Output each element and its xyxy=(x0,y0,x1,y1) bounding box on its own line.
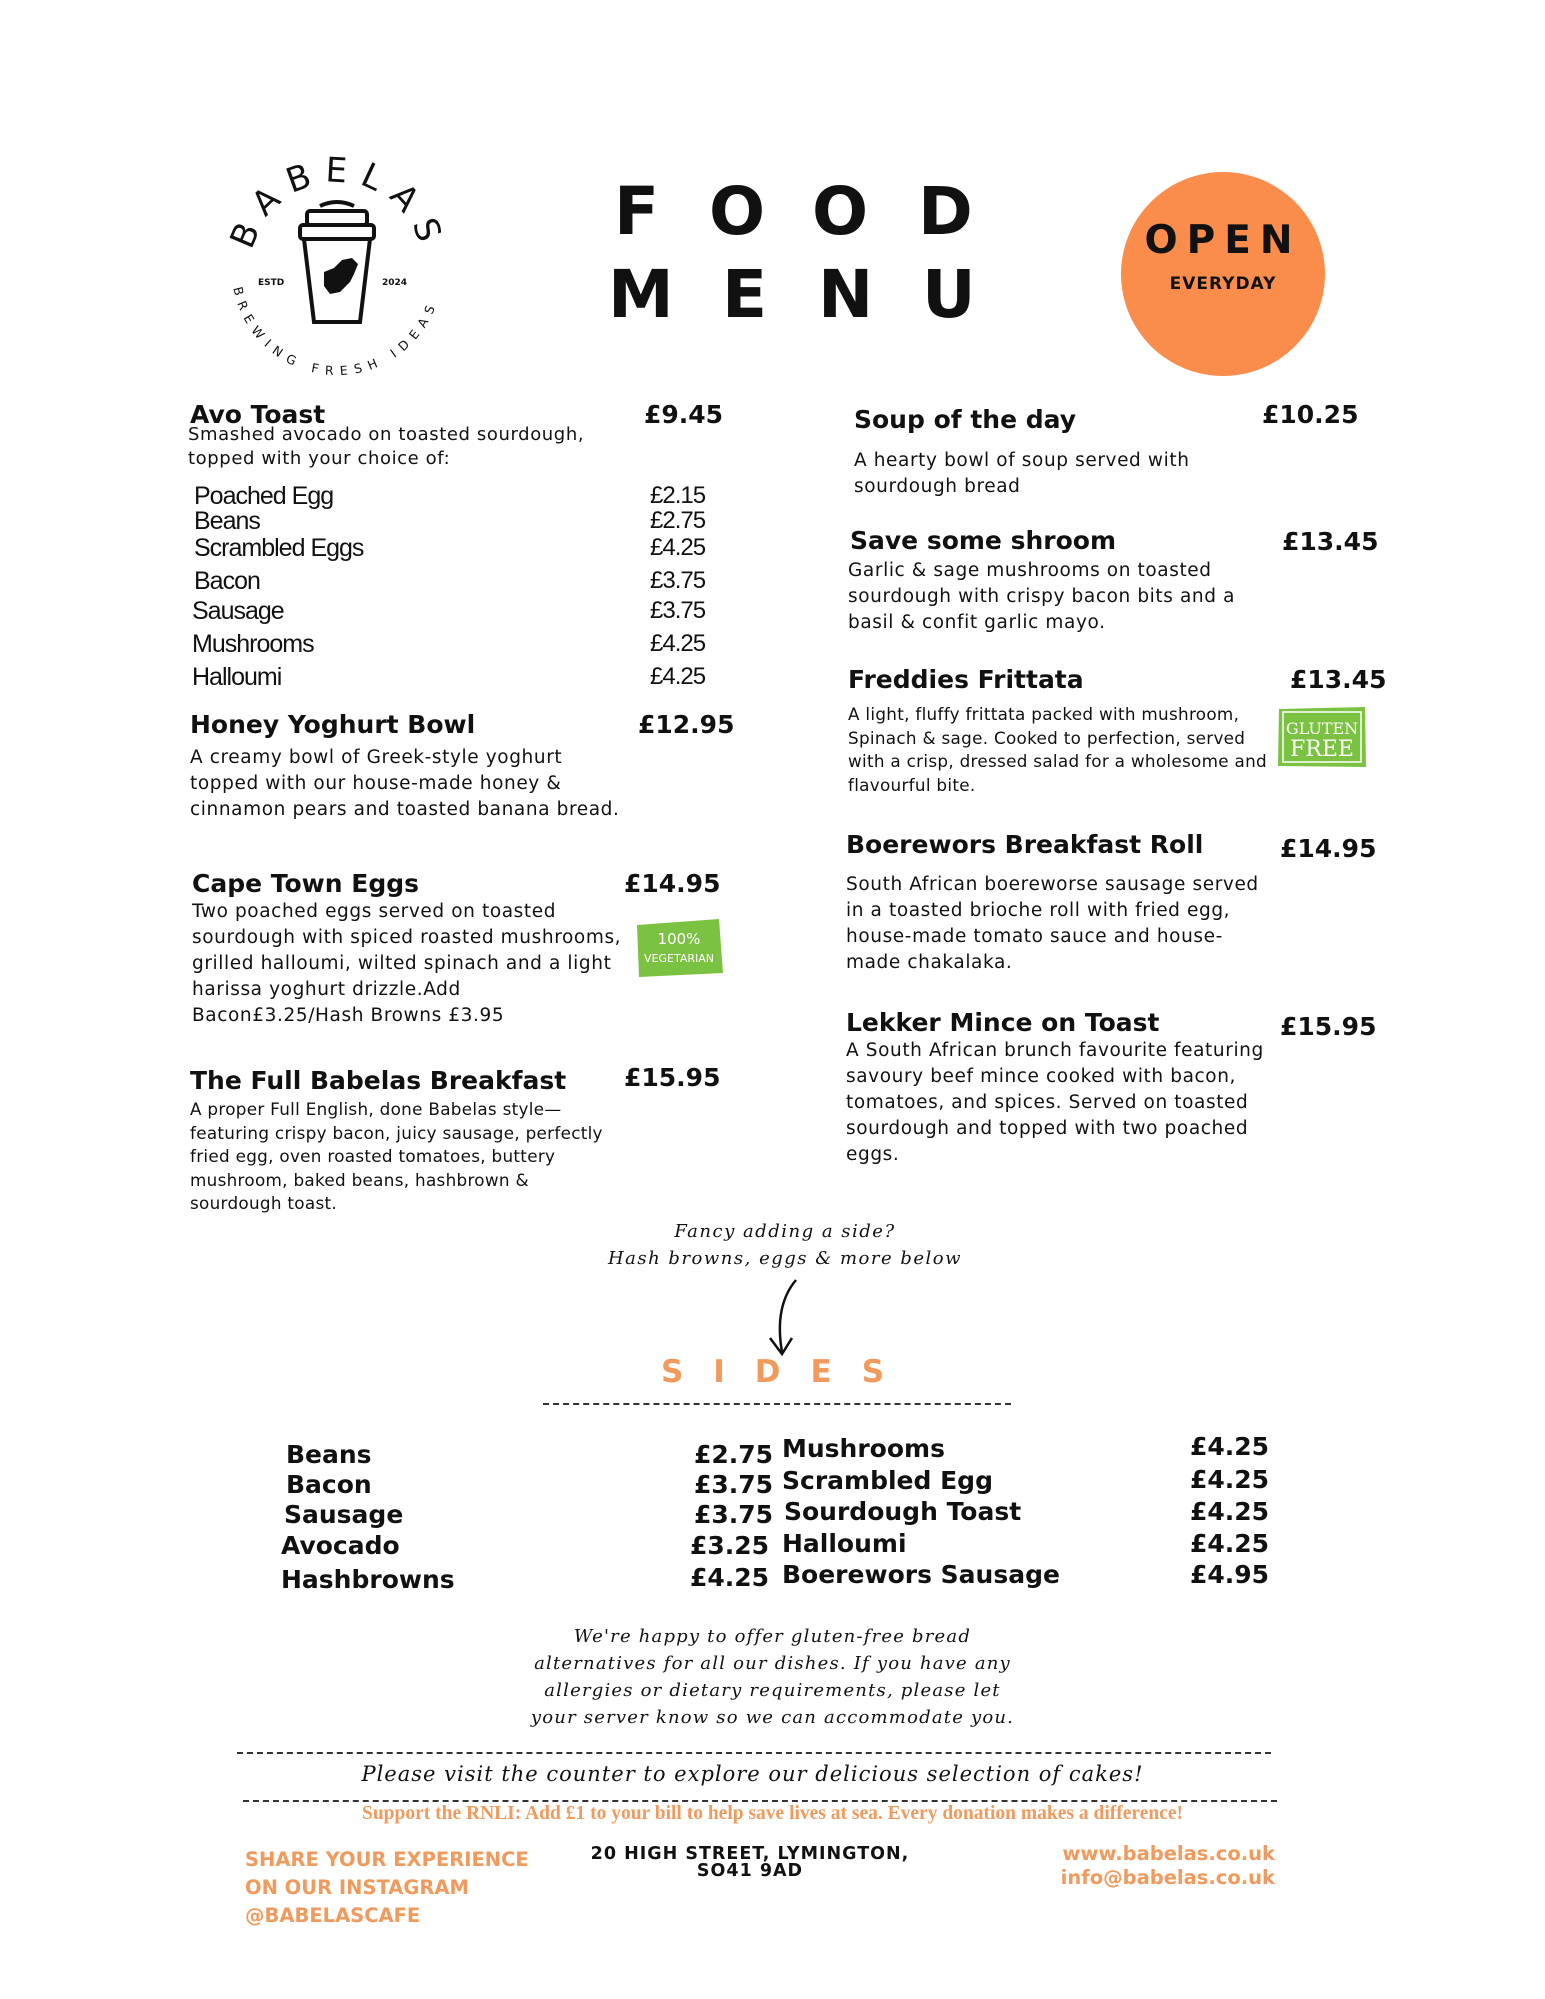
side-name: Avocado xyxy=(281,1531,400,1560)
side-price: £3.25 xyxy=(690,1531,770,1560)
side-price: £4.25 xyxy=(690,1563,770,1592)
cape-town-eggs-price: £14.95 xyxy=(624,869,721,898)
address-line: 20 HIGH STREET, LYMINGTON, xyxy=(590,1844,910,1864)
frittata-name: Freddies Frittata xyxy=(848,665,1084,694)
down-arrow-icon xyxy=(760,1276,810,1360)
title-letter: U xyxy=(922,256,976,333)
svg-text:BREWING FRESH IDEAS: BREWING FRESH IDEAS xyxy=(230,285,441,379)
title-letter: N xyxy=(818,256,874,333)
avo-toast-description: Smashed avocado on toasted sourdough, topped with your choice of: xyxy=(188,424,585,469)
svg-text:BABELAS: BABELAS xyxy=(222,150,453,258)
side-price: £4.25 xyxy=(1190,1497,1270,1526)
rnli-donation-note: Support the RNLI: Add £1 to your bill to help save lives at sea. Every donation makes a difference! xyxy=(361,1803,1183,1824)
gluten-note-line: alternatives for all our dishes. If you have any xyxy=(534,1653,1011,1674)
cape-town-eggs-name: Cape Town Eggs xyxy=(192,869,420,898)
avo-option-price: £3.75 xyxy=(650,597,706,624)
side-name: Hashbrowns xyxy=(281,1565,455,1594)
soup-price: £10.25 xyxy=(1262,400,1359,429)
boerewors-roll-description: South African boereworse sausage served in a toasted brioche roll with fried egg, house-made tomato sauce and house-made chakalaka. xyxy=(846,874,1259,973)
title-letter: F xyxy=(614,173,660,250)
side-name: Sourdough Toast xyxy=(784,1497,1022,1526)
boerewors-roll-price: £14.95 xyxy=(1280,834,1377,863)
svg-text:100%: 100% xyxy=(657,930,701,948)
svg-text:VEGETARIAN: VEGETARIAN xyxy=(644,952,714,965)
avo-option-price: £4.25 xyxy=(650,663,706,690)
side-note-line: Hash browns, eggs & more below xyxy=(607,1248,963,1269)
honey-bowl-name: Honey Yoghurt Bowl xyxy=(190,710,476,739)
avo-option-name: Bacon xyxy=(194,567,260,595)
shroom-description: Garlic & sage mushrooms on toasted sourdough with crispy bacon bits and a basil & confit garlic mayo. xyxy=(848,560,1236,633)
frittata-price: £13.45 xyxy=(1290,665,1387,694)
side-name: Beans xyxy=(286,1440,372,1469)
cakes-note: Please visit the counter to explore our delicious selection of cakes! xyxy=(361,1762,1144,1786)
mince-name: Lekker Mince on Toast xyxy=(846,1008,1160,1037)
svg-text:GLUTEN: GLUTEN xyxy=(1285,719,1359,738)
avo-toast-price: £9.45 xyxy=(644,400,724,429)
boerewors-roll-name: Boerewors Breakfast Roll xyxy=(846,830,1204,859)
side-price: £4.25 xyxy=(1190,1529,1270,1558)
avo-option-name: Halloumi xyxy=(192,663,282,691)
avo-option-price: £2.75 xyxy=(650,507,706,534)
instagram-callout xyxy=(245,1846,529,1930)
side-price: £2.75 xyxy=(694,1440,774,1469)
contact-links xyxy=(1000,1842,1275,1890)
gluten-free-badge xyxy=(1276,705,1368,769)
gluten-note-line: We're happy to offer gluten-free bread xyxy=(573,1626,972,1647)
side-name: Mushrooms xyxy=(782,1434,945,1463)
title-letter: D xyxy=(918,173,973,250)
sides-title: SIDES xyxy=(660,1354,915,1390)
svg-text:FREE: FREE xyxy=(1290,737,1354,762)
side-price: £4.25 xyxy=(1190,1432,1270,1461)
open-everyday-badge xyxy=(1121,172,1325,376)
avo-option-price: £4.25 xyxy=(650,630,706,657)
honey-bowl-price: £12.95 xyxy=(638,710,735,739)
title-letter: M xyxy=(608,256,674,333)
address-line: SO41 9AD xyxy=(696,1861,804,1881)
full-breakfast-name: The Full Babelas Breakfast xyxy=(190,1066,567,1095)
avo-toast-name: Avo Toast xyxy=(190,400,326,429)
side-name: Sausage xyxy=(284,1500,404,1529)
everyday-label: EVERYDAY xyxy=(1169,274,1277,294)
soup-name: Soup of the day xyxy=(854,405,1077,434)
full-breakfast-description: A proper Full English, done Babelas style—featuring crispy bacon, juicy sausage, perfectly fried egg, oven roasted tomatoes, buttery mushroom, baked beans, hashbrown & sourdough toast. xyxy=(190,1099,603,1213)
side-price: £4.95 xyxy=(1190,1560,1270,1589)
svg-text:2024: 2024 xyxy=(382,278,408,288)
side-price: £3.75 xyxy=(694,1470,774,1499)
side-name: Bacon xyxy=(286,1470,372,1499)
avo-option-name: Poached Egg xyxy=(194,482,334,510)
shroom-name: Save some shroom xyxy=(850,526,1117,555)
title-letter: E xyxy=(722,256,768,333)
avo-option-name: Sausage xyxy=(192,597,284,625)
frittata-description: A light, fluffy frittata packed with mushroom, Spinach & sage. Cooked to perfection, served with a crisp, dressed salad for a wholesome and flavourful bite. xyxy=(848,704,1267,795)
svg-text:ESTD: ESTD xyxy=(258,278,285,288)
cape-town-eggs-description: Two poached eggs served on toasted sourdough with spiced roasted mushrooms, grilled halloumi, wilted spinach and a light harissa yoghurt drizzle.Add Bacon£3.25/Hash Browns £3.95 xyxy=(192,901,622,1026)
gluten-note-line: your server know so we can accommodate you. xyxy=(530,1707,1015,1728)
avo-option-name: Scrambled Eggs xyxy=(194,534,364,562)
honey-bowl-description: A creamy bowl of Greek-style yoghurt topped with our house-made honey & cinnamon pears and toasted banana bread. xyxy=(190,747,620,820)
avo-option-name: Beans xyxy=(194,507,260,535)
instagram-handle[interactable]: @BABELASCAFE xyxy=(245,1904,421,1927)
side-note xyxy=(560,1218,1010,1272)
gluten-note-line: allergies or dietary requirements, please let xyxy=(544,1680,1001,1701)
avo-option-name: Mushrooms xyxy=(192,630,314,658)
shroom-price: £13.45 xyxy=(1282,527,1379,556)
soup-description: A hearty bowl of soup served with sourdough bread xyxy=(854,450,1190,497)
full-breakfast-price: £15.95 xyxy=(624,1063,721,1092)
mince-description: A South African brunch favourite featuring savoury beef mince cooked with bacon, tomatoes, and spices. Served on toasted sourdough and topped with two poached eggs. xyxy=(846,1040,1264,1165)
side-name: Boerewors Sausage xyxy=(782,1560,1060,1589)
instagram-line: ON OUR INSTAGRAM xyxy=(245,1876,469,1899)
avo-option-price: £3.75 xyxy=(650,567,706,594)
website-link[interactable]: www.babelas.co.uk xyxy=(1062,1842,1275,1865)
gluten-free-note xyxy=(500,1623,1045,1731)
vegetarian-badge xyxy=(633,917,725,979)
avo-option-price: £2.15 xyxy=(650,482,706,509)
side-note-line: Fancy adding a side? xyxy=(674,1221,896,1242)
open-label: OPEN xyxy=(1144,218,1302,263)
email-link[interactable]: info@babelas.co.uk xyxy=(1060,1866,1275,1889)
cakes-top-divider xyxy=(237,1752,1271,1754)
side-price: £4.25 xyxy=(1190,1465,1270,1494)
title-letter: O xyxy=(709,173,766,250)
instagram-line: SHARE YOUR EXPERIENCE xyxy=(245,1848,529,1871)
cakes-bottom-divider xyxy=(243,1800,1277,1802)
title-letter: O xyxy=(812,173,869,250)
avo-option-price: £4.25 xyxy=(650,534,706,561)
side-price: £3.75 xyxy=(694,1500,774,1529)
side-name: Scrambled Egg xyxy=(782,1466,993,1495)
sides-divider xyxy=(543,1403,1011,1405)
address xyxy=(560,1846,940,1880)
mince-price: £15.95 xyxy=(1280,1012,1377,1041)
side-name: Halloumi xyxy=(782,1529,907,1558)
